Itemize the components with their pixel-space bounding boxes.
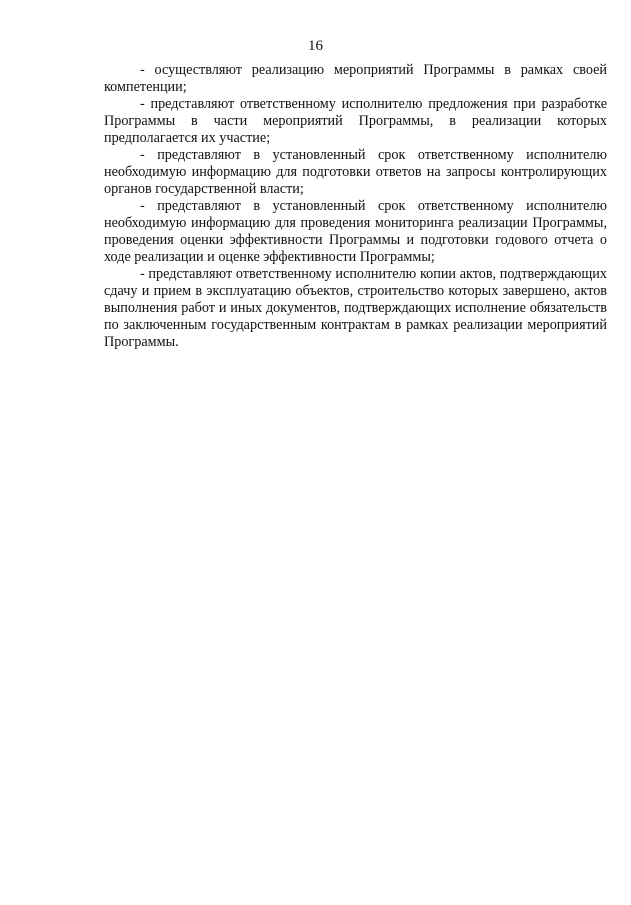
- list-item-paragraph: - представляют ответственному исполнителю копии актов, подтверждающих сдачу и прием в эксплуатацию объектов, строительство которых завершено, актов выполнения работ и иных документов, подтверждающих исполнение обязательств по заключенным государственным контрактам в рамках реализации мероприятий Программы.: [104, 266, 607, 350]
- list-item-paragraph: - осуществляют реализацию мероприятий Программы в рамках своей компетенции;: [104, 62, 607, 95]
- list-item-paragraph: - представляют в установленный срок ответственному исполнителю необходимую информацию для подготовки ответов на запросы контролирующих органов государственной власти;: [104, 147, 607, 197]
- list-item-paragraph: - представляют в установленный срок ответственному исполнителю необходимую информацию для проведения мониторинга реализации Программы, проведения оценки эффективности Программы и подготовки годового отчета о ходе реализации и оценке эффективности Программы;: [104, 198, 607, 265]
- document-body: [104, 62, 607, 351]
- page-number: 16: [308, 38, 323, 54]
- list-item-paragraph: - представляют ответственному исполнителю предложения при разработке Программы в части мероприятий Программы, в реализации которых предполагается их участие;: [104, 96, 607, 146]
